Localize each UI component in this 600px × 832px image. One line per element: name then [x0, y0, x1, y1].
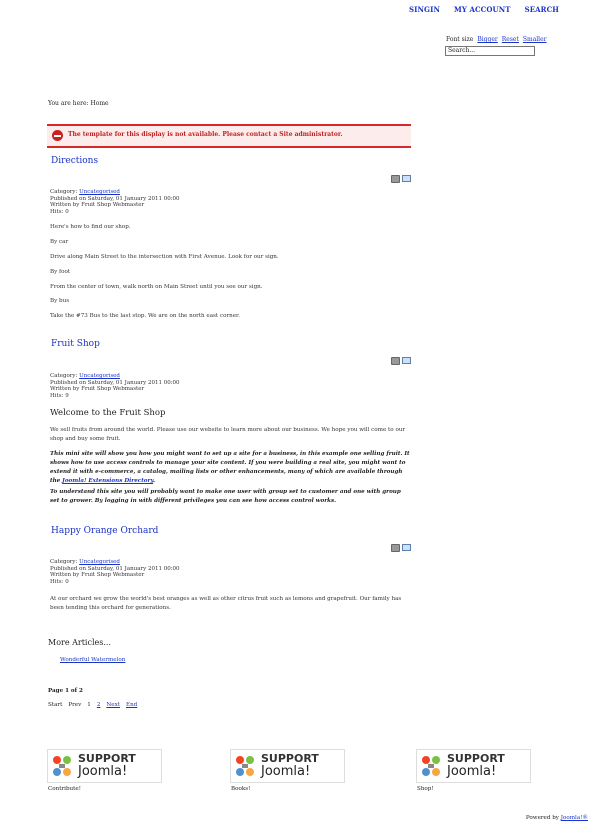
paragraph: Take the #73 Bus to the last stop. We are on the north east corner. [50, 313, 240, 319]
print-icon[interactable] [391, 175, 400, 183]
banner-caption: Books! [231, 786, 251, 792]
breadcrumb: You are here: Home [48, 100, 109, 107]
published-date: Published on Saturday, 01 January 2011 00:00 [50, 565, 180, 572]
signin-link[interactable]: SINGIN [409, 5, 440, 14]
banner-caption: Shop! [417, 786, 434, 792]
banner-line1: SUPPORT [78, 752, 136, 765]
my-account-link[interactable]: MY ACCOUNT [453, 5, 511, 14]
search-input[interactable]: Search... [445, 46, 535, 56]
powered-by [526, 815, 588, 821]
paragraph: From the center of town, walk north on Main Street until you see our sign. [50, 284, 263, 290]
email-icon[interactable] [402, 544, 411, 551]
paragraph: By bus [50, 298, 70, 304]
banner-line2: Joomla! [261, 764, 311, 779]
article-heading: Welcome to the Fruit Shop [50, 408, 166, 418]
more-article-link[interactable]: Wonderful Watermelon [60, 657, 126, 663]
pagination-next[interactable]: Next [106, 702, 120, 708]
joomla-link[interactable]: Joomla!® [560, 815, 588, 821]
hits: Hits: 9 [50, 392, 69, 399]
category-link[interactable]: Uncategorised [79, 373, 120, 379]
published-date: Published on Saturday, 01 January 2011 00:00 [50, 195, 180, 202]
category-link[interactable]: Uncategorised [79, 559, 120, 565]
support-joomla-banner[interactable] [47, 749, 162, 783]
top-nav [409, 5, 559, 14]
banner-line2: Joomla! [78, 764, 128, 779]
email-icon[interactable] [402, 175, 411, 182]
category-link[interactable]: Uncategorised [79, 189, 120, 195]
support-joomla-banner[interactable] [416, 749, 531, 783]
paragraph: Drive along Main Street to the intersection with First Avenue. Look for our sign. [50, 254, 279, 260]
category-label: Category: [50, 189, 78, 195]
article-title-happy-orange-orchard[interactable]: Happy Orange Orchard [51, 526, 159, 536]
banner-caption: Contribute! [48, 786, 81, 792]
banner-line1: SUPPORT [447, 752, 505, 765]
print-icon[interactable] [391, 357, 400, 365]
paragraph: At our orchard we grow the world's best oranges as well as other citrus fruit such as lemons and grapefruit. Our family has been tending this orchard for generations. [50, 596, 402, 611]
page-count: Page 1 of 2 [48, 688, 83, 694]
banner-line1: SUPPORT [261, 752, 319, 765]
font-bigger-link[interactable]: Bigger [477, 36, 498, 43]
pagination-prev: Prev [68, 702, 82, 708]
pagination-end[interactable]: End [126, 702, 138, 708]
paragraph: We sell fruits from around the world. Please use our website to learn more about our business. We hope you will come to our shop and buy some fruit. [50, 427, 406, 442]
paragraph-italic: To understand this site you will probably want to make one user with group set to customer and one with group set to grower. By logging in with different privileges you can see how access control works. [50, 489, 401, 504]
pagination-page-1: 1 [87, 702, 91, 708]
article-meta [50, 373, 180, 399]
joomla-logo-icon [235, 754, 255, 778]
font-size-controls [446, 36, 547, 43]
category-label: Category: [50, 559, 78, 565]
email-icon[interactable] [402, 357, 411, 364]
error-icon [52, 130, 63, 141]
category-label: Category: [50, 373, 78, 379]
font-smaller-link[interactable]: Smaller [522, 36, 547, 43]
font-size-label: Font size [446, 36, 474, 43]
author: Written by Fruit Shop Webmaster [50, 572, 145, 578]
hits: Hits: 0 [50, 578, 69, 585]
paragraph-text: This mini site will show you how you might want to set up a site for a business, in this example one selling fruit. It shows how to use access controls to manage your site content. If you were building a real site, you might want to extend it with e-commerce, a catalog, mailing lists or other enhancements, many of which are available through the [50, 451, 410, 484]
author: Written by Fruit Shop Webmaster [50, 386, 145, 392]
joomla-logo-icon [52, 754, 72, 778]
paragraph: Here's how to find our shop. [50, 224, 131, 230]
paragraph-italic [50, 450, 410, 486]
hits: Hits: 0 [50, 208, 69, 215]
alert-message: The template for this display is not available. Please contact a Site administrator. [68, 131, 343, 138]
paragraph: By car [50, 239, 69, 245]
paragraph-end: . [153, 478, 156, 484]
article-tools [391, 175, 411, 183]
pagination-page-2[interactable]: 2 [96, 702, 101, 708]
support-joomla-banner[interactable] [230, 749, 345, 783]
banner-line2: Joomla! [447, 764, 497, 779]
article-meta [50, 559, 180, 585]
powered-label: Powered by [525, 815, 559, 821]
article-title-directions[interactable]: Directions [51, 156, 99, 166]
more-articles-heading: More Articles... [48, 638, 111, 647]
author: Written by Fruit Shop Webmaster [50, 202, 145, 208]
search-link[interactable]: SEARCH [524, 5, 559, 14]
article-meta [50, 189, 180, 215]
article-tools [391, 544, 411, 552]
article-tools [391, 357, 411, 365]
font-reset-link[interactable]: Reset [501, 36, 519, 43]
extensions-directory-link[interactable]: Joomla! Extensions Directory [62, 478, 154, 484]
pagination-start: Start [48, 702, 63, 708]
paragraph: By foot [50, 269, 71, 275]
print-icon[interactable] [391, 544, 400, 552]
joomla-logo-icon [421, 754, 441, 778]
pagination [48, 702, 137, 708]
article-title-fruit-shop[interactable]: Fruit Shop [51, 339, 100, 349]
published-date: Published on Saturday, 01 January 2011 00:00 [50, 379, 180, 386]
error-alert [47, 124, 411, 148]
